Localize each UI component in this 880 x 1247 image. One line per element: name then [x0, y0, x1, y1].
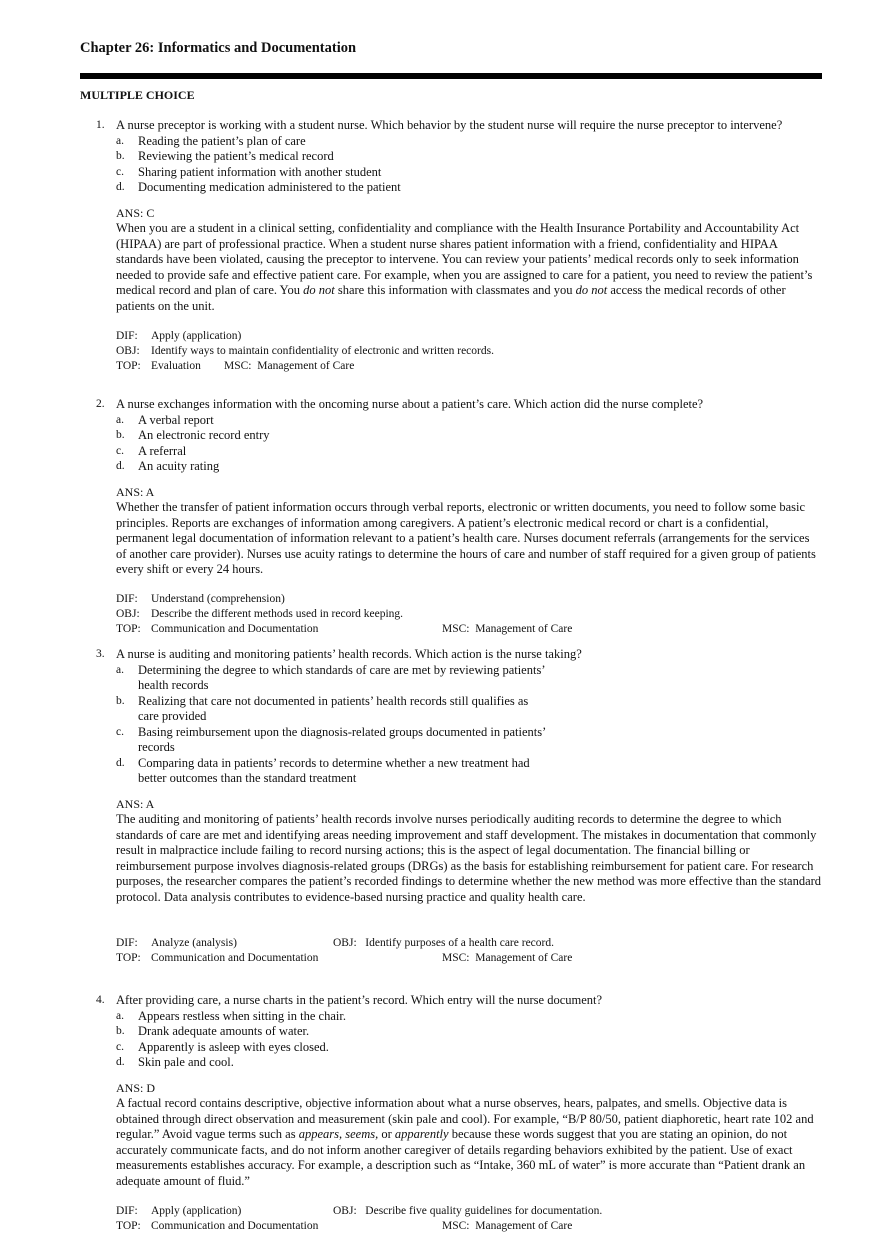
- question-1: [80, 118, 822, 374]
- question-stem: A nurse preceptor is working with a student nurse. Which behavior by the student nurse will require the nurse preceptor to intervene?: [116, 118, 783, 132]
- section-heading: MULTIPLE CHOICE: [80, 88, 195, 102]
- answer-key: ANS: A: [116, 484, 155, 499]
- rationale: The auditing and monitoring of patients’ health records involve nurses periodically auditing records to determine the degree to which standards of care are met and identifying areas needing improvement and staff development. The mistakes in documentation that commonly result in malpractice include failing to record nursing actions; this is the aspect of legal documentation. The financial billing or reimbursement purpose involves diagnosis-related groups (DRGs) as the basis for establishing reimbursement for patient care. For research purposes, the researcher compares the patient’s recorded findings to determine whether the new method was more effective than the standard protocol. Data analysis contributes to evidence-based nursing practice and quality health care.: [116, 812, 822, 904]
- option: a. Determining the degree to which standards of care are met by reviewing patients’ health records: [116, 662, 546, 692]
- question-stem: A nurse is auditing and monitoring patients’ health records. Which action is the nurse taking?: [116, 647, 582, 661]
- question-2: [80, 397, 822, 637]
- option: c. A referral: [116, 443, 187, 458]
- rationale: A factual record contains descriptive, objective information about what a nurse observes, hears, palpates, and smells. Objective data is obtained through direct observation and measurement (skin pale and cool). For example, “B/P 80/50, patient diaphoretic, heart rate 102 and regular.” Avoid vague terms such as appears, seems, or apparently because these words suggest that you are stating an opinion, do not accurately communicate facts, and do not inform another caregiver of details regarding behaviors exhibited by the patient. Use of exact measurements establishes accuracy. For example, a description such as “Intake, 360 mL of water” is more accurate than “Patient drank an adequate amount of fluid.”: [116, 1096, 814, 1188]
- option: c. Apparently is asleep with eyes closed.: [116, 1039, 329, 1054]
- rationale: Whether the transfer of patient information occurs through verbal reports, electronic or written documents, you need to follow some basic principles. Reports are exchanges of information among caregivers. A patient’s electronic medical record or chart is a confidential, permanent legal documentation of information relevant to a patient’s health care. Nurses document referrals (arrangements for the services of another care provider). Nurses use acuity ratings to determine the hours of care and number of staff required for a given group of patients every shift or every 24 hours.: [116, 500, 816, 577]
- difficulty: Understand (comprehension): [151, 592, 285, 605]
- option: d. An acuity rating: [116, 459, 220, 473]
- topic: Communication and Documentation: [151, 1219, 319, 1232]
- title-divider: [80, 73, 822, 79]
- option: d. Documenting medication administered to the patient: [116, 180, 401, 194]
- rationale: When you are a student in a clinical setting, confidentiality and compliance with the Health Insurance Portability and Accountability Act (HIPAA) are part of professional practice. When a student nurse shares patient information with a friend, confidentiality and HIPAA standards have been violated, causing the preceptor to intervene. You can review your patients’ medical records only to seek information needed to provide safe and effective patient care. For example, when you are assigned to care for a patient, you need to review the patient’s medical record and plan of care. You do not share this information with classmates and you do not access the medical records of other patients on the unit.: [116, 221, 813, 313]
- msc-value: Management of Care: [257, 359, 355, 372]
- option: a. A verbal report: [116, 412, 214, 427]
- answer-key: ANS: A: [116, 796, 155, 811]
- option: c. Sharing patient information with another student: [116, 164, 382, 179]
- topic: Communication and Documentation: [151, 622, 319, 635]
- question-4: [80, 993, 822, 1234]
- options-list: [80, 413, 822, 475]
- question-number: 4.: [96, 994, 105, 1006]
- option: a. Reading the patient’s plan of care: [116, 133, 306, 148]
- msc-value: Management of Care: [475, 951, 573, 964]
- topic: Communication and Documentation: [151, 951, 319, 964]
- options-list: [80, 663, 822, 787]
- answer-key: ANS: D: [116, 1080, 156, 1095]
- difficulty: Analyze (analysis): [151, 936, 237, 949]
- question-metadata: DIF: Apply (application) OBJ: Identify ways to maintain confidentiality of electronic and written records. TOP: Evaluation MSC: Management of Care: [116, 329, 494, 372]
- objective: Describe five quality guidelines for documentation.: [365, 1204, 603, 1217]
- question-metadata: DIF: Understand (comprehension) OBJ: Describe the different methods used in record keeping. TOP: Communication and Documentation MSC: Management of Care: [116, 592, 573, 635]
- difficulty: Apply (application): [151, 1204, 242, 1217]
- question-number: 1.: [96, 119, 105, 131]
- question-3: [80, 647, 822, 966]
- objective: Identify purposes of a health care record.: [365, 936, 554, 949]
- msc-value: Management of Care: [475, 622, 573, 635]
- options-list: [80, 134, 822, 196]
- option: b. An electronic record entry: [116, 428, 270, 442]
- topic: Evaluation: [151, 359, 201, 372]
- question-stem: A nurse exchanges information with the oncoming nurse about a patient’s care. Which action did the nurse complete?: [116, 397, 704, 411]
- option: c. Basing reimbursement upon the diagnosis-related groups documented in patients’ records: [116, 724, 547, 754]
- option: b. Drank adequate amounts of water.: [116, 1024, 310, 1038]
- msc-value: Management of Care: [475, 1219, 573, 1232]
- question-number: 3.: [96, 648, 105, 660]
- option: a. Appears restless when sitting in the chair.: [116, 1008, 346, 1023]
- option: b. Reviewing the patient’s medical record: [116, 149, 334, 163]
- option: d. Skin pale and cool.: [116, 1055, 234, 1069]
- question-metadata: DIF: Apply (application) OBJ: Describe five quality guidelines for documentation. TOP: Communication and Documentation MSC: Management of Care: [116, 1204, 603, 1232]
- answer-key: ANS: C: [116, 205, 155, 220]
- question-number: 2.: [96, 398, 105, 410]
- options-list: [80, 1009, 822, 1071]
- question-stem: After providing care, a nurse charts in the patient’s record. Which entry will the nurse document?: [116, 993, 603, 1007]
- objective: Identify ways to maintain confidentiality of electronic and written records.: [151, 344, 494, 357]
- chapter-title: Chapter 26: Informatics and Documentation: [80, 40, 357, 56]
- option: b. Realizing that care not documented in patients’ health records still qualifies as care provided: [116, 693, 529, 723]
- question-metadata: DIF: Analyze (analysis) OBJ: Identify purposes of a health care record. TOP: Communication and Documentation MSC: Management of Care: [116, 936, 573, 964]
- option: d. Comparing data in patients’ records to determine whether a new treatment had better outcomes than the standard treatment: [116, 755, 530, 785]
- objective: Describe the different methods used in record keeping.: [151, 607, 404, 620]
- difficulty: Apply (application): [151, 329, 242, 342]
